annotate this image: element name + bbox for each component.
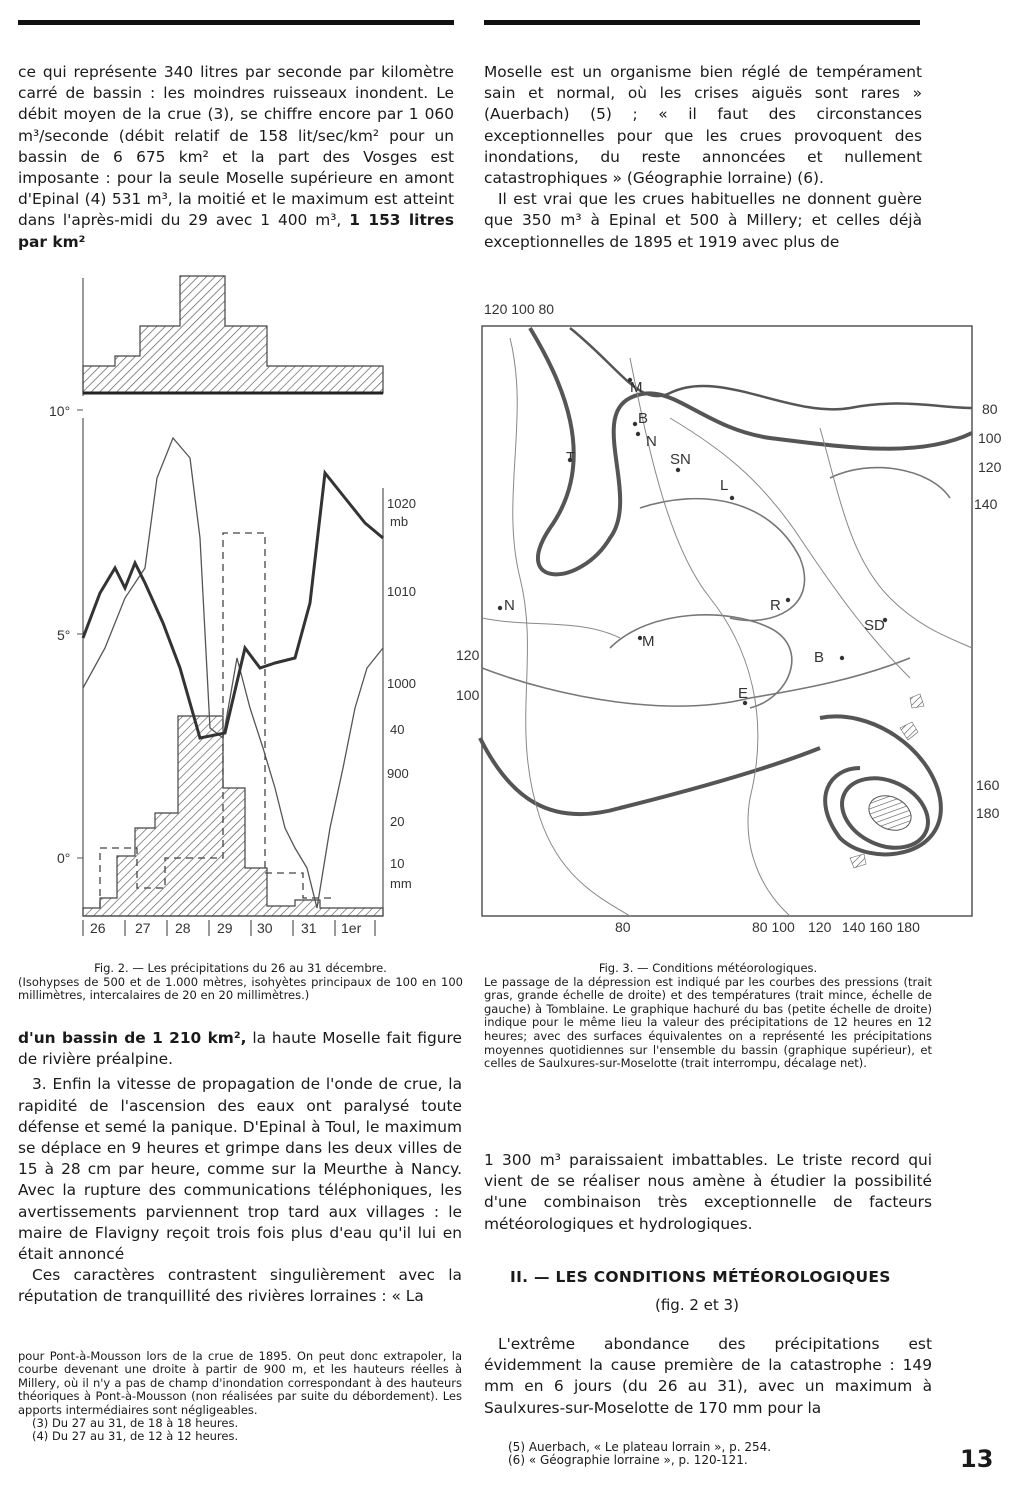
footnote-3: (3) Du 27 au 31, de 18 à 18 heures. [32,1416,239,1431]
city-label: M [630,379,643,396]
city-label: SN [670,451,691,468]
paragraph: la haute Moselle fait figure de rivière préalpine. [18,1029,462,1069]
left-mid-text [18,1028,462,1308]
top-rule-right [484,20,920,25]
left-footnotes [18,1350,462,1444]
footnote-continued: pour Pont-à-Mousson lors de la crue de 1895. On peut donc extrapoler, la courbe devenant une droite à partir de 900 m, et les hauteurs réelles à Millery, où il n'y a pas de champ d'inondation correspondant à des hauteurs théoriques à Pont-à-Mousson (non réalisées par suite du débordement). Les apports intermédiaires sont négligeables. [18,1349,462,1417]
city-label: B [814,649,825,666]
caption-body: (Isohypses de 500 et de 1.000 mètres, isohyètes principaux de 100 en 100 millimètres, intercalaires de 20 en 20 millimètres.) [18,974,463,1003]
temp-axis-label: 0° [57,850,71,866]
pressure-unit-label: mb [390,514,409,529]
city-label: T [566,449,576,466]
city-label: R [770,597,781,614]
day-label: 30 [257,920,273,936]
right-footnotes [508,1441,928,1468]
figure-2-caption [18,962,463,1003]
precip-unit-label: mm [390,876,412,891]
city-label: N [504,597,515,614]
city-label: SD [864,617,885,634]
page-number: 13 [960,1445,994,1473]
top-rule-left [18,20,454,25]
temp-axis-label: 5° [57,627,71,643]
paragraph: Il est vrai que les crues habituelles ne donnent guère que 350 m³ à Epinal et 500 à Millery; et celles déjà exceptionnelles de 1895 et 1919 avec plus de [484,190,922,251]
day-label: 29 [217,920,233,936]
paragraph: Ces caractères contrastent singulièrement avec la réputation de tranquillité des rivières lorraines : « La [18,1266,462,1306]
city-label: N [646,433,657,450]
right-mid-text-2 [484,1334,932,1419]
isobar-label: 120 [456,647,480,663]
isobar-label: 80 [615,919,631,935]
city-label: L [720,477,729,494]
paragraph: 3. Enfin la vitesse de propagation de l'onde de crue, la rapidité de l'ascension des eaux ont paralysé toute défense et semé la panique. D'Epinal à Toul, le maximum se déplace en 9 heures et grimpe dans les deux villes de 15 à 28 cm par heure, comme sur la Meurthe à Nancy. Avec la rupture des communications téléphoniques, les avertissements parviennent trop tard aux villages : le maire de Flavigny reçoit trois fois plus d'eau qu'il lui en était annoncé [18,1075,462,1264]
isobar-label: 120 [978,459,1002,475]
pressure-axis-label: 1020 [387,496,416,511]
isobar-label: 80 [982,401,998,417]
caption-title: Fig. 2. — Les précipitations du 26 au 31 décembre. [94,961,387,975]
day-label: 28 [175,920,191,936]
pressure-axis-label: 1000 [387,676,416,691]
isobar-label: 160 [976,777,1000,793]
precip-axis-label: 40 [390,722,405,737]
figure-3-caption [484,962,932,1071]
map-top-labels: 120 100 80 [484,301,555,317]
footnote-6: (6) « Géographie lorraine », p. 120-121. [508,1453,748,1468]
right-top-text [484,62,922,253]
right-mid-text [484,1150,932,1235]
caption-body: Le passage de la dépression est indiqué par les courbes des pressions (trait gras, grande échelle de droite) et des températures (trait mince, échelle de gauche) à Tomblaine. Le graphique hachuré du bas (petite échelle de droite) indique pour le même lieu la valeur des précipitations de 12 heures en 12 heures; avec des surfaces équivalentes on a représenté les précipitations moyennes quotidiennes sur l'ensemble du bassin (graphique supérieur), et celles de Saulxures-sur-Moselotte (trait interrompu, décalage net). [484,974,932,1071]
precip-axis-label: 900 [387,766,409,781]
footnote-5: (5) Auerbach, « Le plateau lorrain », p. 254. [508,1440,772,1454]
precip-axis-label: 10 [390,856,405,871]
precip-axis-label: 20 [390,814,405,829]
day-label: 26 [90,920,106,936]
city-label: M [642,633,655,650]
city-label: E [738,685,749,702]
pressure-axis-label: 1010 [387,584,416,599]
emphasis: 1 153 litres par km² [18,211,454,251]
day-label: 1er [341,920,362,936]
section-heading: II. — LES CONDITIONS MÉTÉOROLOGIQUES [510,1268,891,1286]
isobar-label: 180 [976,805,1000,821]
section-subheading: (fig. 2 et 3) [655,1296,739,1314]
city-label: B [638,410,649,427]
left-top-text [18,62,454,253]
paragraph: ce qui représente 340 litres par seconde par kilomètre carré de bassin : les moindres ruisseaux inondent. Le débit moyen de la crue (3), se chiffre encore par 1 060 m³/seconde (débit relatif de 158 lit/sec/km² pour un bassin de 6 675 km² et la part des Vosges est imposante : pour la seule Moselle supérieure en amont d'Epinal (4) 531 m³, la moitié et le maximum est atteint dans l'après-midi du 29 avec 1 400 m³, [18,63,454,230]
paragraph: 1 300 m³ paraissaient imbattables. Le triste record qui vient de se réaliser nous amène à étudier la possibilité d'une combinaison très exceptionnelle de facteurs météorologiques et hydrologiques. [484,1151,932,1233]
day-label: 27 [135,920,151,936]
paragraph: L'extrême abondance des précipitations est évidemment la cause première de la catastrophe : 149 mm en 6 jours (du 26 au 31), avec un maximum à Saulxures-sur-Moselotte de 170 mm pour la [484,1335,932,1417]
emphasis: d'un bassin de 1 210 km², [18,1029,247,1047]
isobar-label: 140 [974,496,998,512]
isobar-label: 80 100 [752,919,795,935]
isobar-label: 140 160 180 [842,919,920,935]
footnote-4: (4) Du 27 au 31, de 12 à 12 heures. [32,1429,239,1444]
upper-histogram [83,276,383,396]
temp-axis-label: 10° [49,403,71,419]
day-label: 31 [301,920,317,936]
isobar-label: 120 [808,919,832,935]
paragraph: Moselle est un organisme bien réglé de tempérament sain et normal, où les crises aiguës sont rares » (Auerbach) (5) ; « il faut des circonstances exceptionnelles pour que les crues provoquent des inondations, du reste annoncées et nullement catastrophiques » (Géographie lorraine) (6). [484,63,922,188]
isobar-label: 100 [978,430,1002,446]
figure-2-precipitation-chart [45,268,425,948]
figure-3-weather-map [456,298,1010,943]
isobar-label: 100 [456,687,480,703]
caption-title: Fig. 3. — Conditions météorologiques. [598,961,818,975]
